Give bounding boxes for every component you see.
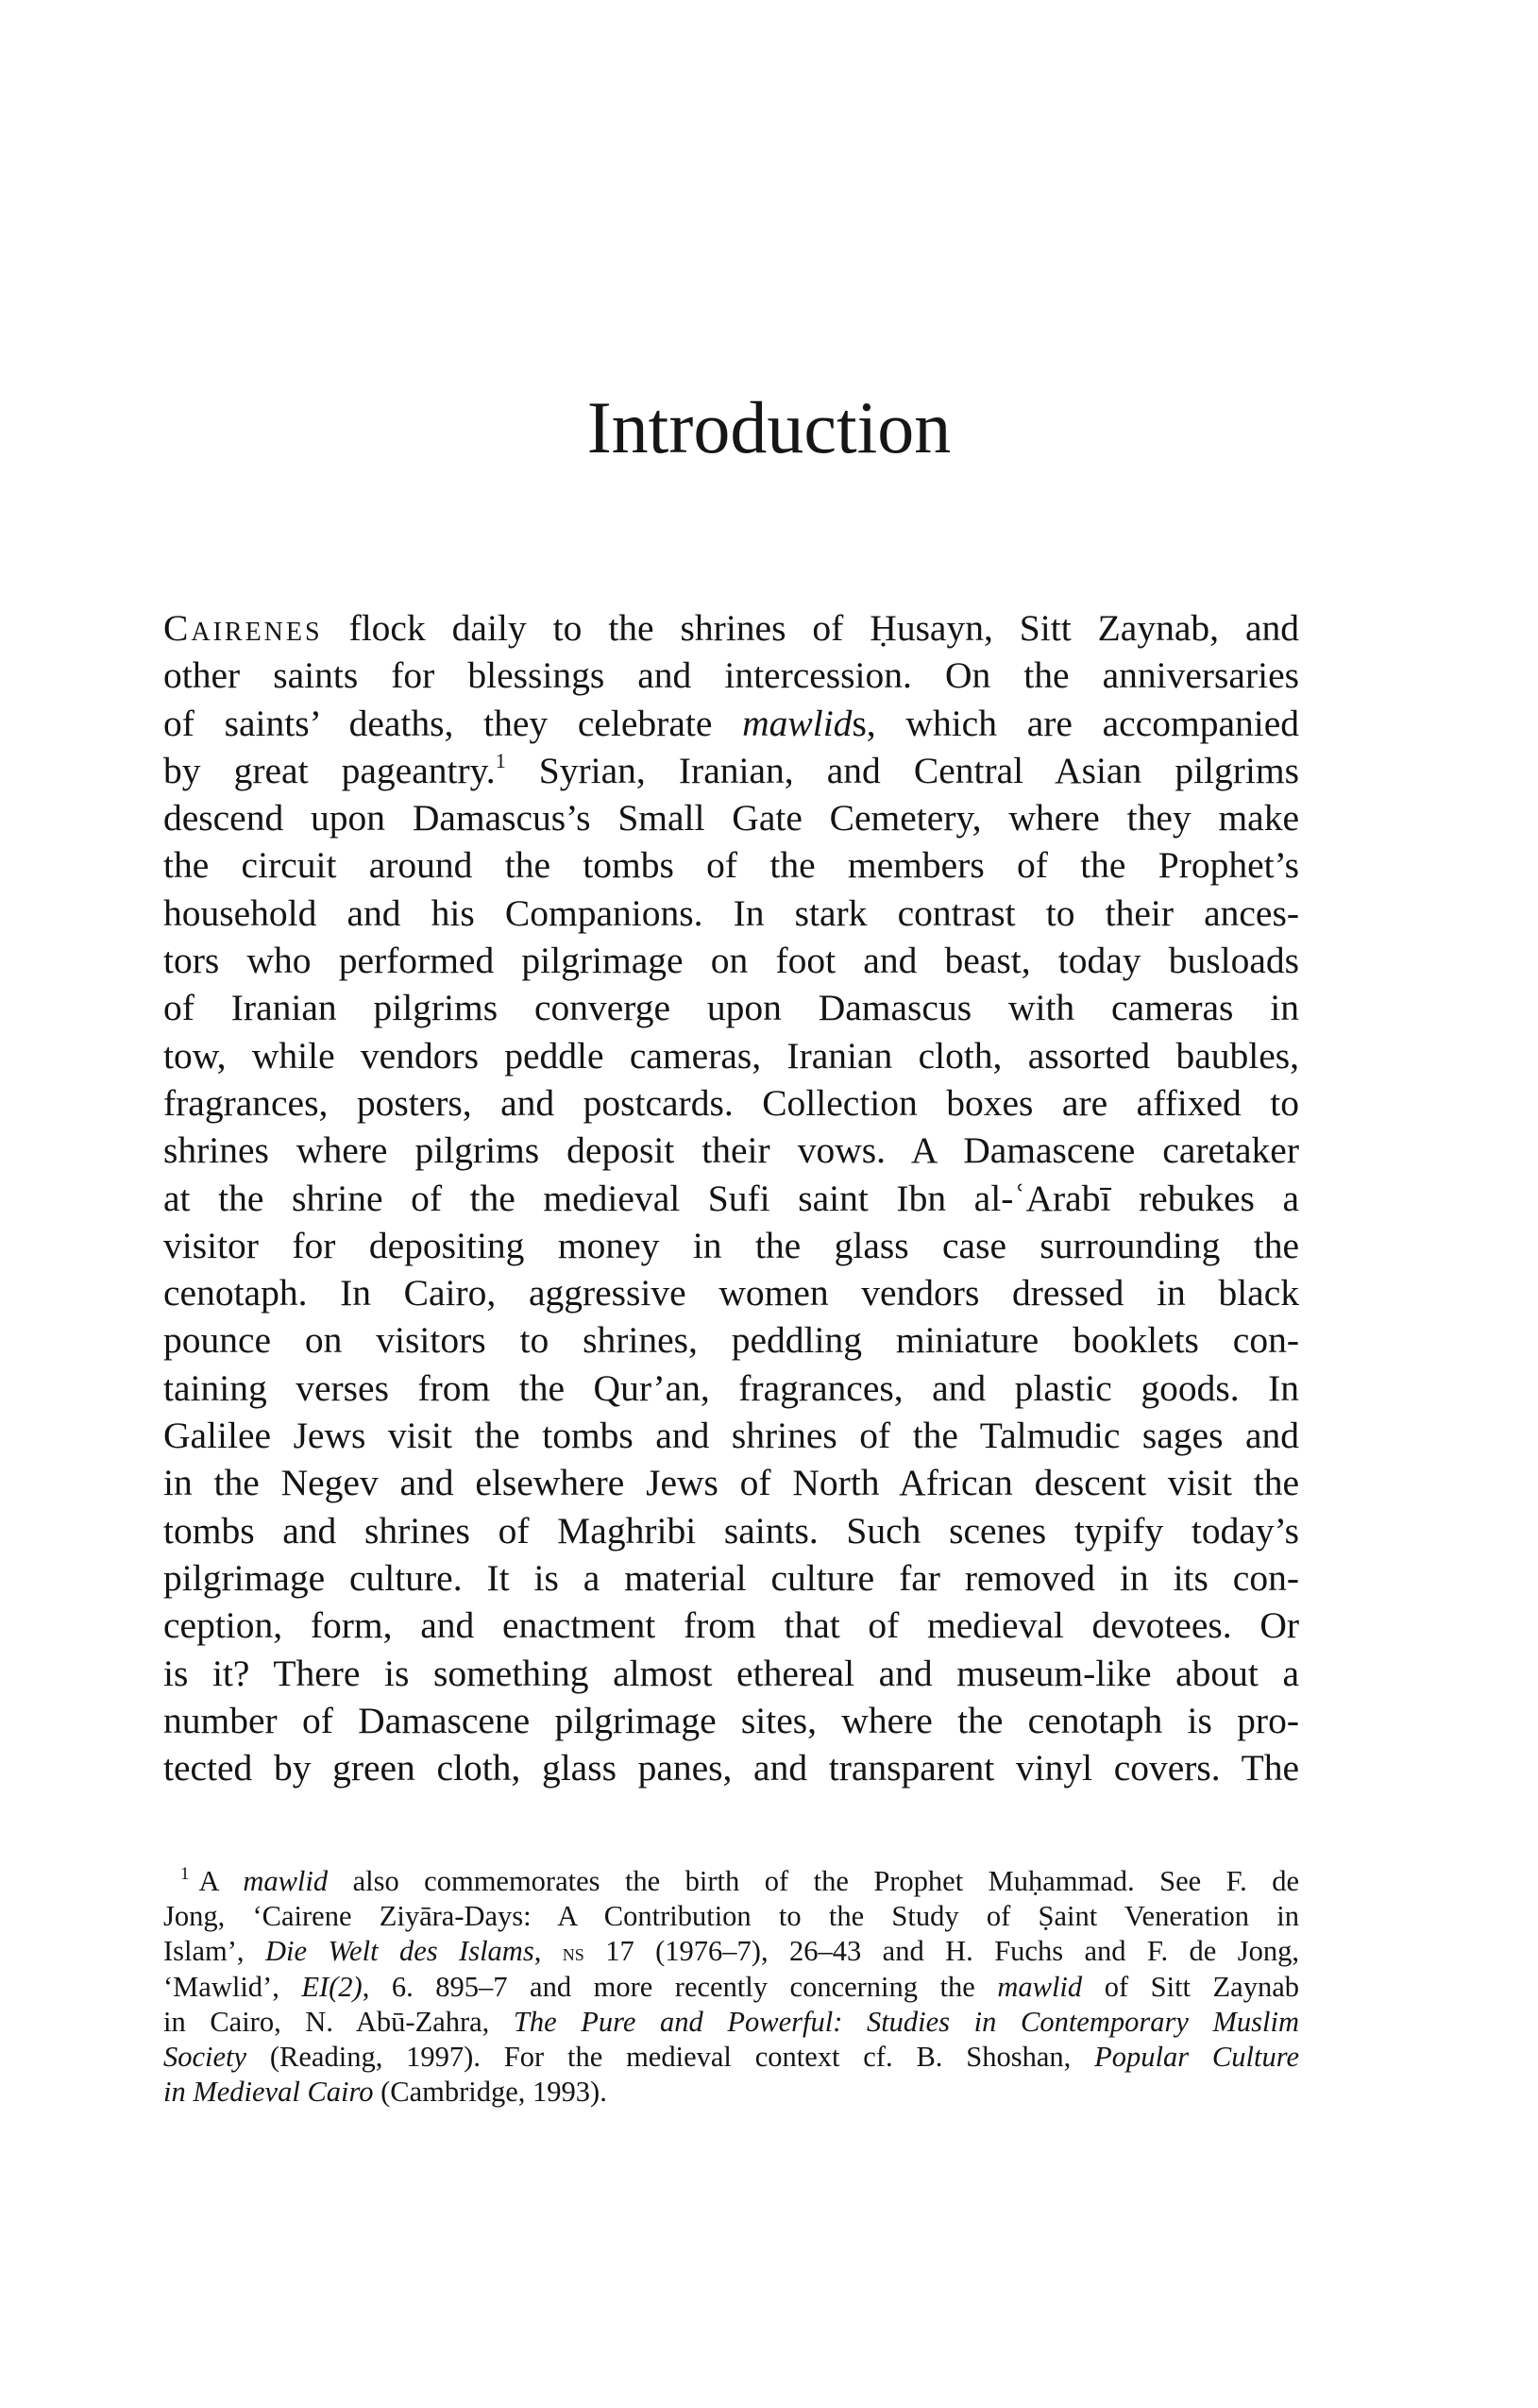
body-line: fragrances, posters, and postcards. Collection boxes are affixed to (163, 1081, 1299, 1124)
body-line: is it? There is something almost ethereal and museum-like about a (163, 1652, 1299, 1694)
footnote-marker: 1 (180, 1864, 190, 1884)
body-line: household and his Companions. In stark contrast to their ances- (163, 891, 1299, 934)
body-line: Galilee Jews visit the tombs and shrines of the Talmudic sages and (163, 1415, 1299, 1457)
body-line: number of Damascene pilgrimage sites, where the cenotaph is pro- (163, 1699, 1299, 1741)
body-line: taining verses from the Qur’an, fragrances, and plastic goods. In (163, 1366, 1299, 1409)
body-line: other saints for blessings and intercession. On the anniversaries (163, 654, 1299, 697)
footnote-line: Islam’, Die Welt des Islams, ns 17 (1976–7), 26–43 and H. Fuchs and F. de Jong, (163, 1935, 1300, 1968)
body-line: by great pageantry.$^1$ Syrian, Iranian, and Central Asian pilgrims (163, 748, 1299, 791)
body-line: descend upon Damascus’s Small Gate Cemetery, where they make (163, 797, 1299, 839)
body-line: visitor for depositing money in the glass case surrounding the (163, 1224, 1299, 1266)
body-line: shrines where pilgrims deposit their vows. A Damascene caretaker (163, 1129, 1299, 1172)
body-line: tow, while vendors peddle cameras, Iranian cloth, assorted baubles, (163, 1034, 1299, 1077)
lead-word: Cairenes (163, 607, 323, 649)
body-line: Cairenes flock daily to the shrines of Ḥusayn, Sitt Zaynab, and (163, 607, 1299, 649)
body-line: tors who performed pilgrimage on foot and beast, today busloads (163, 940, 1299, 982)
footnote (163, 1864, 1299, 2110)
body-line: ception, form, and enactment from that of medieval devotees. Or (163, 1604, 1299, 1647)
footnote-line: in Cairo, N. Abū-Zahra, The Pure and Powerful: Studies in Contemporary Muslim (163, 2005, 1299, 2038)
body-line: pilgrimage culture. It is a material culture far removed in its con- (163, 1556, 1299, 1599)
body-line: pounce on visitors to shrines, peddling miniature booklets con- (163, 1319, 1299, 1362)
footnote-ref[interactable]: 1 (495, 748, 506, 772)
body-line: at the shrine of the medieval Sufi saint Ibn al-ʿArabī rebukes a (163, 1177, 1299, 1219)
footnote-line: Society (Reading, 1997). For the medieval context cf. B. Shoshan, Popular Culture (163, 2040, 1299, 2073)
body-line: of Iranian pilgrims converge upon Damascus with cameras in (163, 987, 1299, 1029)
body-line: the circuit around the tombs of the members of the Prophet’s (163, 844, 1299, 887)
footnote-line: Jong, ‘Cairene Ziyāra-Days: A Contribution to the Study of Ṣaint Veneration in (163, 1900, 1299, 1933)
footnote-line: in Medieval Cairo (Cambridge, 1993). (163, 2076, 607, 2109)
body-line: tected by green cloth, glass panes, and transparent vinyl covers. The (163, 1747, 1299, 1789)
footnote-line: $^1$ A mawlid also commemorates the birth of the Prophet Muḥammad. See F. de (180, 1864, 1300, 1897)
body-line: cenotaph. In Cairo, aggressive women vendors dressed in black (163, 1272, 1299, 1314)
body-line: in the Negev and elsewhere Jews of North African descent visit the (163, 1462, 1299, 1504)
body-paragraph (163, 604, 1299, 1791)
chapter-title: Introduction (586, 386, 952, 468)
body-line: of saints’ deaths, they celebrate mawlids, which are accompanied (163, 702, 1300, 744)
body-line: tombs and shrines of Maghribi saints. Such scenes typify today’s (163, 1509, 1299, 1552)
footnote-line: ‘Mawlid’, EI(2), 6. 895–7 and more recently concerning the mawlid of Sitt Zaynab (163, 1970, 1299, 2003)
